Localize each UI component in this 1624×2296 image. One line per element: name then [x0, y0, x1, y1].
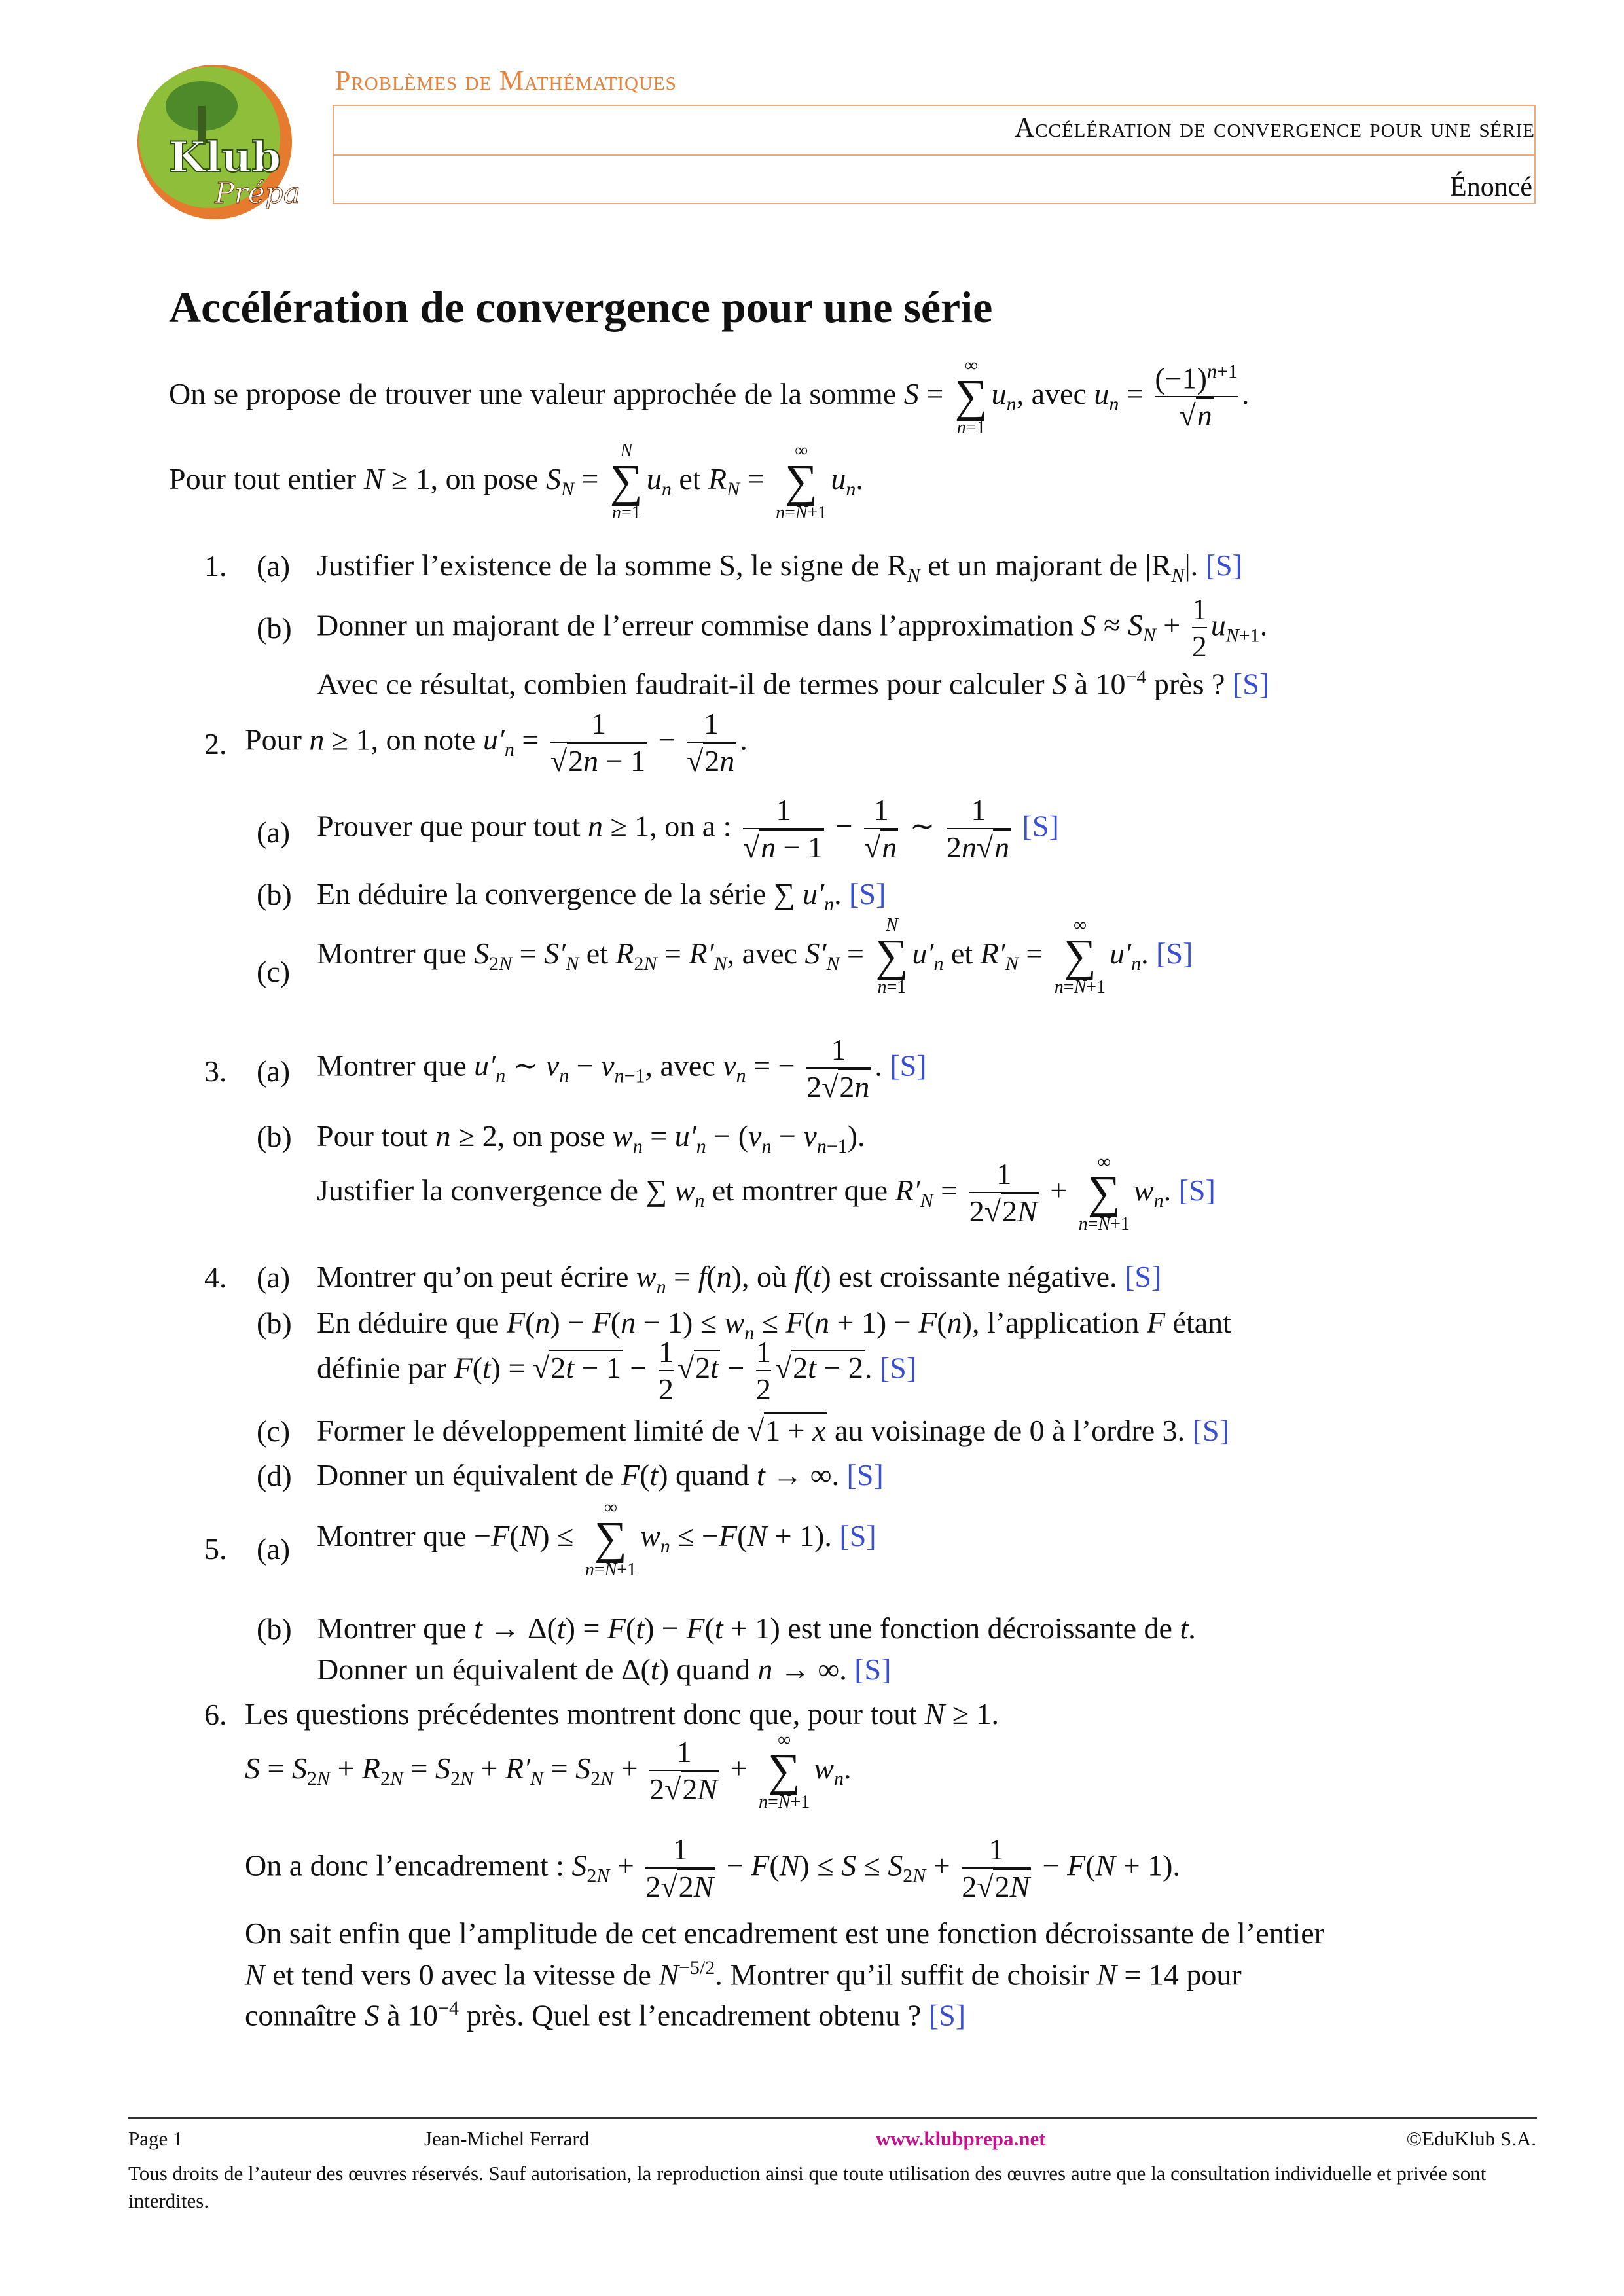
- q4b-label: (b): [257, 1306, 292, 1340]
- solution-link-q4b[interactable]: [S]: [879, 1351, 917, 1385]
- q2c-text: Montrer que $S_{2N} = S'_N$ et $R_{2N} = R'_N$, avec $S'_N$ = N ∑ n=1 $u'_n$ et $R'_N$ = ∞ ∑ n=N+1 $u'_n$. [S]: [317, 915, 1193, 997]
- q4c-label: (c): [257, 1414, 291, 1448]
- series-title: Problèmes de Mathématiques: [335, 66, 677, 96]
- header-doc-type: Énoncé: [1450, 172, 1532, 202]
- q2-number: 2.: [204, 727, 227, 761]
- q2c-label: (c): [257, 955, 291, 988]
- q4a-text: Montrer qu’on peut écrire $w_n = f(n)$, où f(t) est croissante négative. [S]: [317, 1260, 1162, 1299]
- header-doc-title: Accélération de convergence pour une série: [1014, 113, 1535, 143]
- solution-link-q6[interactable]: [S]: [928, 1998, 966, 2032]
- solution-link-q3b[interactable]: [S]: [1178, 1173, 1216, 1207]
- q4d-label: (d): [257, 1459, 292, 1492]
- footer-divider: [128, 2117, 1537, 2119]
- q1a-text: Justifier l’existence de la somme S, le signe de $R_N$ et un majorant de $|R_N|$. [S]: [317, 548, 1242, 587]
- svg-text:Prépa: Prépa: [215, 177, 301, 210]
- q4b-text-2: définie par F(t) = √2t − 1 − $\frac{1}{2}$ √2t − $\frac{1}{2}$ √2t − 2. [S]: [317, 1335, 917, 1406]
- q1b-text: Donner un majorant de l’erreur commise dans l’approximation $S \approx S_N$ + $\frac{1}{2}$ $u_{N+1}$.: [317, 592, 1268, 663]
- q1a-label: (a): [257, 549, 291, 583]
- q3b-text-2: Justifier la convergence de ∑ $w_n$ et montrer que $R'_N$ = $\frac{1}{2√2N}$ + ∞ ∑ n=N+1 $w_n$. [S]: [317, 1152, 1216, 1234]
- q6-text: Les questions précédentes montrent donc que, pour tout N ≥ 1.: [245, 1697, 1000, 1731]
- klubprepa-logo: [117, 60, 313, 224]
- q3a-label: (a): [257, 1054, 291, 1088]
- page-title: Accélération de convergence pour une série: [169, 282, 993, 332]
- solution-link-q3a[interactable]: [S]: [890, 1049, 927, 1083]
- q5b-label: (b): [257, 1612, 292, 1645]
- q2a-text: Prouver que pour tout n ≥ 1, on a : $\frac{1}{√n - 1}$ − $\frac{1}{√n}$ ∼ $\frac{1}{2n√n}$ [S]: [317, 793, 1059, 864]
- solution-link-q2c[interactable]: [S]: [1156, 936, 1193, 970]
- footer-site-link[interactable]: www.klubprepa.net: [876, 2127, 1046, 2150]
- q5a-label: (a): [257, 1532, 291, 1566]
- solution-link-q4c[interactable]: [S]: [1192, 1414, 1229, 1447]
- q4d-text: Donner un équivalent de F(t) quand t → ∞. [S]: [317, 1458, 884, 1492]
- q6-text-l1: On sait enfin que l’amplitude de cet encadrement est une fonction décroissante de l’entier: [245, 1916, 1324, 1950]
- solution-link-q2a[interactable]: [S]: [1022, 809, 1059, 843]
- q1b-label: (b): [257, 611, 292, 645]
- footer-page-number: Page 1: [128, 2127, 183, 2150]
- intro-line-2: Pour tout entier N ≥ 1, on pose $S_N$ = N ∑ n=1 $u_n$ et $R_N$ = ∞ ∑ n=N+1 $u_n$.: [169, 440, 863, 523]
- q5b-text: Montrer que t → Δ(t) = F(t) − F(t + 1) est une fonction décroissante de t.: [317, 1611, 1196, 1645]
- footer-legal-notice: Tous droits de l’auteur des œuvres réservés. Sauf autorisation, la reproduction ainsi que toute utilisation des œuvres autre que la consultation individuelle et privée sont interdites.: [128, 2162, 1487, 2212]
- solution-link-q1a[interactable]: [S]: [1205, 548, 1242, 582]
- q6-text-l3: connaître S à $10^{-4}$ près. Quel est l’encadrement obtenu ? [S]: [245, 1998, 966, 2032]
- solution-link-q2b[interactable]: [S]: [849, 877, 886, 910]
- solution-link-q1b[interactable]: [S]: [1232, 667, 1270, 701]
- q6-identity: $S = S_{2N} + R_{2N} = S_{2N} + R'_N = S_{2N}$ + $\frac{1}{2√2N}$ + ∞ ∑ n=N+1 $w_n$.: [245, 1730, 852, 1812]
- q1-number: 1.: [204, 549, 227, 583]
- q6-text-l2: N et tend vers 0 avec la vitesse de $N^{-5/2}$. Montrer qu’il suffit de choisir N = 14 pour: [245, 1957, 1242, 1992]
- q4a-label: (a): [257, 1261, 291, 1294]
- q3b-text: Pour tout n ≥ 2, on pose $w_n = u'_n - (v_n - v_{n-1})$.: [317, 1119, 865, 1158]
- svg-text:Klub: Klub: [169, 133, 281, 182]
- q4b-text: En déduire que $F(n) - F(n - 1) \le w_n \le F(n + 1) - F(n)$, l’application F étant: [317, 1306, 1231, 1344]
- q6-number: 6.: [204, 1698, 227, 1731]
- footer-copyright: ©EduKlub S.A.: [1406, 2127, 1536, 2150]
- solution-link-q5b[interactable]: [S]: [854, 1653, 892, 1686]
- q3b-label: (b): [257, 1120, 292, 1153]
- q3a-text: Montrer que $u'_n$ ∼ $v_n - v_{n-1}$, avec $v_n$ = − $\frac{1}{2√2n}$ . [S]: [317, 1033, 927, 1103]
- q6-encadrement: On a donc l’encadrement : $S_{2N}$ + $\frac{1}{2√2N}$ − $F(N) \le S \le S_{2N}$ + $\frac{1}{2√2N}$ − F(N + 1).: [245, 1833, 1180, 1903]
- q5b-text-2: Donner un équivalent de Δ(t) quand n → ∞. [S]: [317, 1653, 892, 1686]
- q2a-label: (a): [257, 816, 291, 849]
- q2b-label: (b): [257, 878, 292, 911]
- intro-line-1: On se propose de trouver une valeur approchée de la somme S = ∞ ∑ n=1 $u_n$, avec $u_n$ = $\frac{(-1)^{n+1}}{√n}$ .: [169, 355, 1250, 438]
- q3-number: 3.: [204, 1054, 227, 1088]
- footer-author: Jean-Michel Ferrard: [424, 2127, 590, 2150]
- solution-link-q4a[interactable]: [S]: [1125, 1260, 1162, 1293]
- solution-link-q5a[interactable]: [S]: [839, 1518, 876, 1552]
- solution-link-q4d[interactable]: [S]: [846, 1458, 884, 1492]
- q2b-text: En déduire la convergence de la série ∑ $u'_n$. [S]: [317, 877, 886, 916]
- q2-text: Pour n ≥ 1, on note $u'_n$ = $\frac{1}{√2n - 1}$ − $\frac{1}{√2n}$ .: [245, 707, 748, 778]
- q5a-text: Montrer que −F(N) ≤ ∞ ∑ n=N+1 $w_n \le -F(N + 1)$. [S]: [317, 1498, 876, 1580]
- header-divider: [333, 154, 1536, 156]
- q5-number: 5.: [204, 1532, 227, 1566]
- q4c-text: Former le développement limité de √1 + x au voisinage de 0 à l’ordre 3. [S]: [317, 1414, 1229, 1447]
- q4-number: 4.: [204, 1261, 227, 1294]
- q1b-text-2: Avec ce résultat, combien faudrait-il de termes pour calculer S à $10^{-4}$ près ? [S]: [317, 666, 1270, 701]
